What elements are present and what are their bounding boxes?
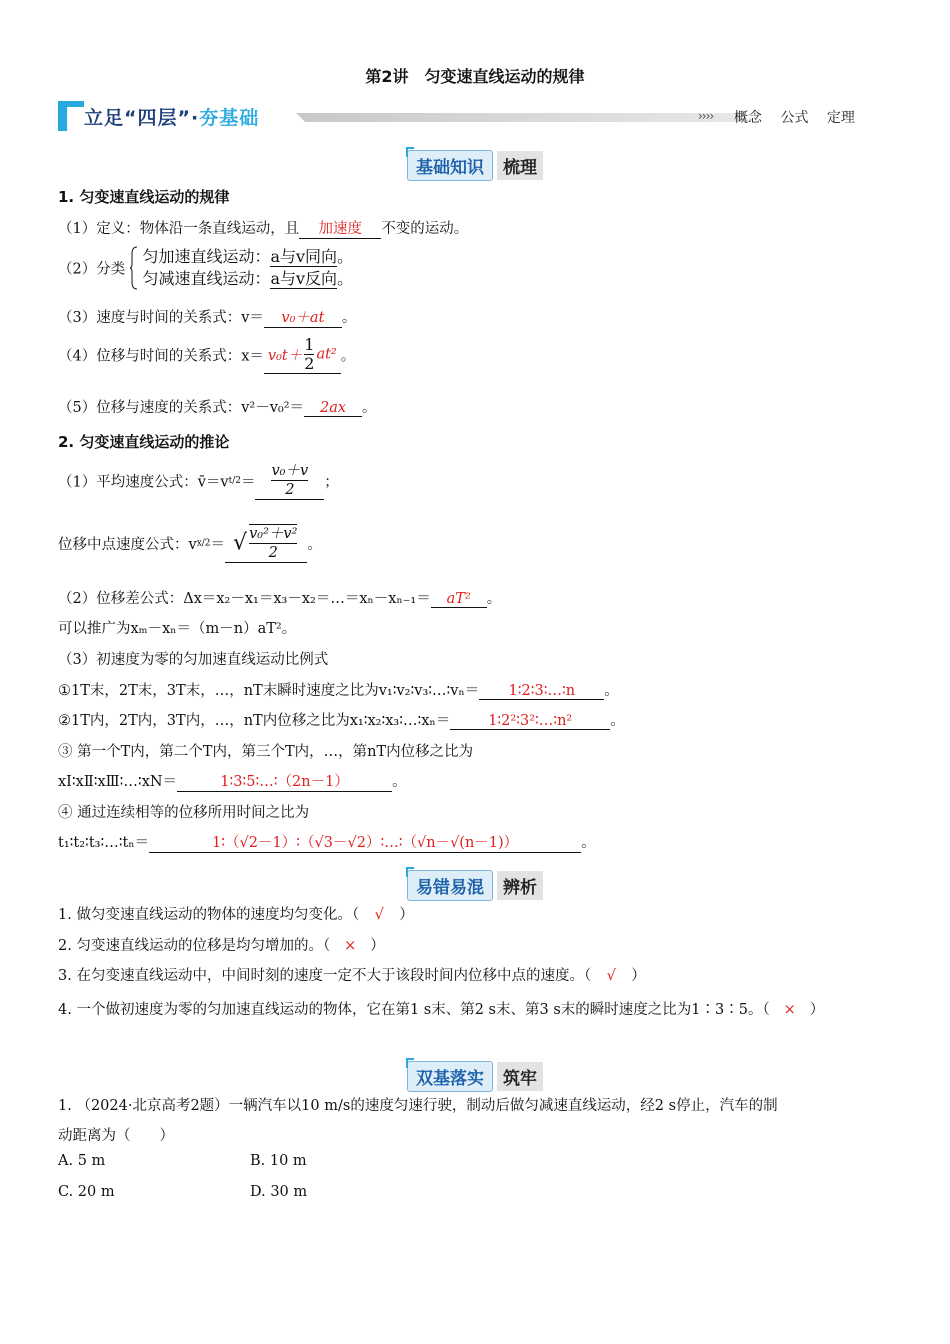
line-ratio-time-desc: ④ 通过连续相等的位移所用时间之比为 bbox=[58, 805, 310, 821]
line-ratio-displacement: ②1T内，2T内，3T内，…，nT内位移之比为x₁∶x₂∶x₃∶…∶xₙ＝ 1∶2²∶3²∶…∶n² 。 bbox=[58, 713, 625, 729]
banner-logo-icon bbox=[58, 101, 84, 131]
option-d[interactable]: D. 30 m bbox=[250, 1184, 308, 1200]
section-sub-label: 筑牢 bbox=[497, 1062, 543, 1091]
avg-answer: $\frac{\text{v₀＋v}}{2}$ bbox=[255, 462, 324, 500]
brace-icon bbox=[130, 246, 138, 290]
def-text: （1）定义：物体沿一条直线运动，且 bbox=[58, 221, 300, 237]
judge-item: 3. 在匀变速直线运动中，中间时刻的速度一定不大于该段时间内位移中点的速度。（ √ ） bbox=[58, 968, 646, 984]
check-mark-icon: √ bbox=[374, 907, 384, 923]
line-ratio-time: t₁∶t₂∶t₃∶…∶tₙ＝ 1∶（√2－1）∶（√3－√2）∶…∶（√n－√(n－1)） 。 bbox=[58, 831, 596, 853]
section-sub-label: 梳理 bbox=[497, 151, 543, 180]
line-ratio-interval: xⅠ∶xⅡ∶xⅢ∶…∶xN＝ 1∶3∶5∶…∶（2n－1） 。 bbox=[58, 770, 407, 792]
r4-answer: 1∶（√2－1）∶（√3－√2）∶…∶（√n－√(n－1)） bbox=[149, 831, 581, 853]
option-c[interactable]: C. 20 m bbox=[58, 1184, 115, 1200]
check-mark-icon: √ bbox=[606, 968, 616, 984]
r2-answer: 1∶2²∶3²∶…∶n² bbox=[450, 713, 610, 730]
line-velocity-displacement bbox=[58, 396, 377, 417]
line-displacement-difference: （2）位移差公式：Δx＝x₂－x₁＝x₃－x₂＝…＝xₙ－xₙ₋₁＝ aT² 。 bbox=[58, 591, 502, 607]
banner-title-a: 立足“四层”· bbox=[84, 107, 200, 129]
xt-text: （4）位移与时间的关系式：x＝ bbox=[58, 348, 264, 365]
vx-text: （5）位移与速度的关系式：v²－v₀²＝ bbox=[58, 400, 305, 416]
diff-text: （2）位移差公式：Δx＝x₂－x₁＝x₃－x₂＝…＝xₙ－xₙ₋₁＝ bbox=[58, 591, 431, 607]
heading-k1: 1. 匀变速直线运动的规律 bbox=[58, 188, 230, 206]
banner-title-b: 夯基础 bbox=[199, 107, 260, 129]
page-title: 第2讲 匀变速直线运动的规律 bbox=[365, 67, 585, 86]
mid-text: 位移中点速度公式：v bbox=[58, 537, 197, 553]
line-midpoint-velocity: 位移中点速度公式：vx/2＝ √ $\frac{\text{v₀²＋v²}}{2}$ 。 bbox=[58, 526, 322, 561]
section-sub-label: 辨析 bbox=[497, 871, 543, 900]
r4-text: t₁∶t₂∶t₃∶…∶tₙ＝ bbox=[58, 835, 150, 851]
section-box-label: 双基落实 bbox=[407, 1061, 493, 1092]
option-b[interactable]: B. 10 m bbox=[250, 1153, 307, 1169]
r3-text: xⅠ∶xⅡ∶xⅢ∶…∶xN＝ bbox=[58, 774, 178, 790]
line-average-velocity: （1）平均速度公式：v̄＝vt/2＝ $\frac{\text{v₀＋v}}{2}$ ； bbox=[58, 463, 339, 498]
banner-bar bbox=[296, 113, 751, 122]
section-banner bbox=[58, 101, 858, 137]
judge-item: 1. 做匀变速直线运动的物体的速度均匀变化。（ √ ） bbox=[58, 907, 414, 923]
r2-text: ②1T内，2T内，3T内，…，nT内位移之比为x₁∶x₂∶x₃∶…∶xₙ＝ bbox=[58, 713, 451, 729]
vt-end: 。 bbox=[341, 310, 357, 326]
xt-end: 。 bbox=[340, 348, 356, 365]
def-end: 不变的运动。 bbox=[381, 221, 469, 237]
r3-answer: 1∶3∶5∶…∶（2n－1） bbox=[177, 770, 392, 792]
option-a[interactable]: A. 5 m bbox=[58, 1153, 106, 1169]
mid-answer: √ $\frac{\text{v₀²＋v²}}{2}$ bbox=[225, 524, 307, 563]
cls-decel: 匀减速直线运动：a与v反向。 bbox=[142, 269, 354, 288]
heading-k2: 2. 匀变速直线运动的推论 bbox=[58, 433, 230, 451]
question-stem-line2: 动距离为（ ） bbox=[58, 1128, 174, 1144]
section-heading-mistakes bbox=[0, 870, 950, 901]
chevrons-icon: ›››› bbox=[698, 109, 714, 123]
r1-text: ①1T末，2T末，3T末，…，nT末瞬时速度之比为v₁∶v₂∶v₃∶…∶vₙ＝ bbox=[58, 683, 480, 699]
avg-text: （1）平均速度公式：v̄＝v bbox=[58, 474, 229, 491]
section-box-label: 基础知识 bbox=[407, 150, 493, 181]
vt-text: （3）速度与时间的关系式：v＝ bbox=[58, 310, 264, 326]
section-box-label: 易错易混 bbox=[407, 870, 493, 901]
line-ratio-interval-desc: ③ 第一个T内，第二个T内，第三个T内，…，第nT内位移之比为 bbox=[58, 744, 474, 760]
judge-item: 4. 一个做初速度为零的匀加速直线运动的物体，它在第1 s末、第2 s末、第3 s末的瞬时速度之比为1∶3∶5。（ × ） bbox=[58, 995, 888, 1025]
line-ratio-heading: （3）初速度为零的匀加速直线运动比例式 bbox=[58, 652, 329, 668]
section-heading-practice bbox=[0, 1061, 950, 1092]
cross-mark-icon: × bbox=[344, 938, 357, 954]
line-extension: 可以推广为xₘ－xₙ＝（m－n）aT²。 bbox=[58, 621, 297, 637]
section-heading-basics bbox=[0, 150, 950, 181]
vt-answer: v₀＋at bbox=[264, 306, 342, 328]
cls-accel: 匀加速直线运动：a与v同向。 bbox=[142, 247, 354, 266]
banner-tags: 概念 公式 定理 bbox=[734, 110, 855, 126]
diff-answer: aT² bbox=[431, 591, 487, 608]
line-classification bbox=[58, 246, 353, 290]
r1-answer: 1∶2∶3∶…∶n bbox=[479, 683, 604, 700]
xt-answer: v₀t＋ $\frac{1}{2}$ at² bbox=[264, 336, 341, 374]
banner-title bbox=[84, 103, 259, 130]
judge-item: 2. 匀变速直线运动的位移是均匀增加的。（ × ） bbox=[58, 938, 385, 954]
mid-sub: x/2 bbox=[196, 538, 211, 549]
line-velocity-time bbox=[58, 306, 356, 328]
line-displacement-time bbox=[58, 336, 355, 374]
line-definition bbox=[58, 217, 468, 239]
cross-mark-icon: × bbox=[783, 1002, 796, 1018]
question-stem-line1: 1. （2024·北京高考2题）一辆汽车以10 m/s的速度匀速行驶，制动后做匀减速直线运动，经2 s停止，汽车的制 bbox=[58, 1098, 778, 1114]
avg-sub: t/2 bbox=[228, 476, 241, 486]
vx-answer: 2ax bbox=[304, 400, 362, 417]
vx-end: 。 bbox=[362, 400, 377, 416]
cls-text: （2）分类 bbox=[58, 261, 126, 278]
def-answer: 加速度 bbox=[299, 217, 381, 239]
line-ratio-velocity: ①1T末，2T末，3T末，…，nT末瞬时速度之比为v₁∶v₂∶v₃∶…∶vₙ＝ 1∶2∶3∶…∶n 。 bbox=[58, 683, 619, 699]
